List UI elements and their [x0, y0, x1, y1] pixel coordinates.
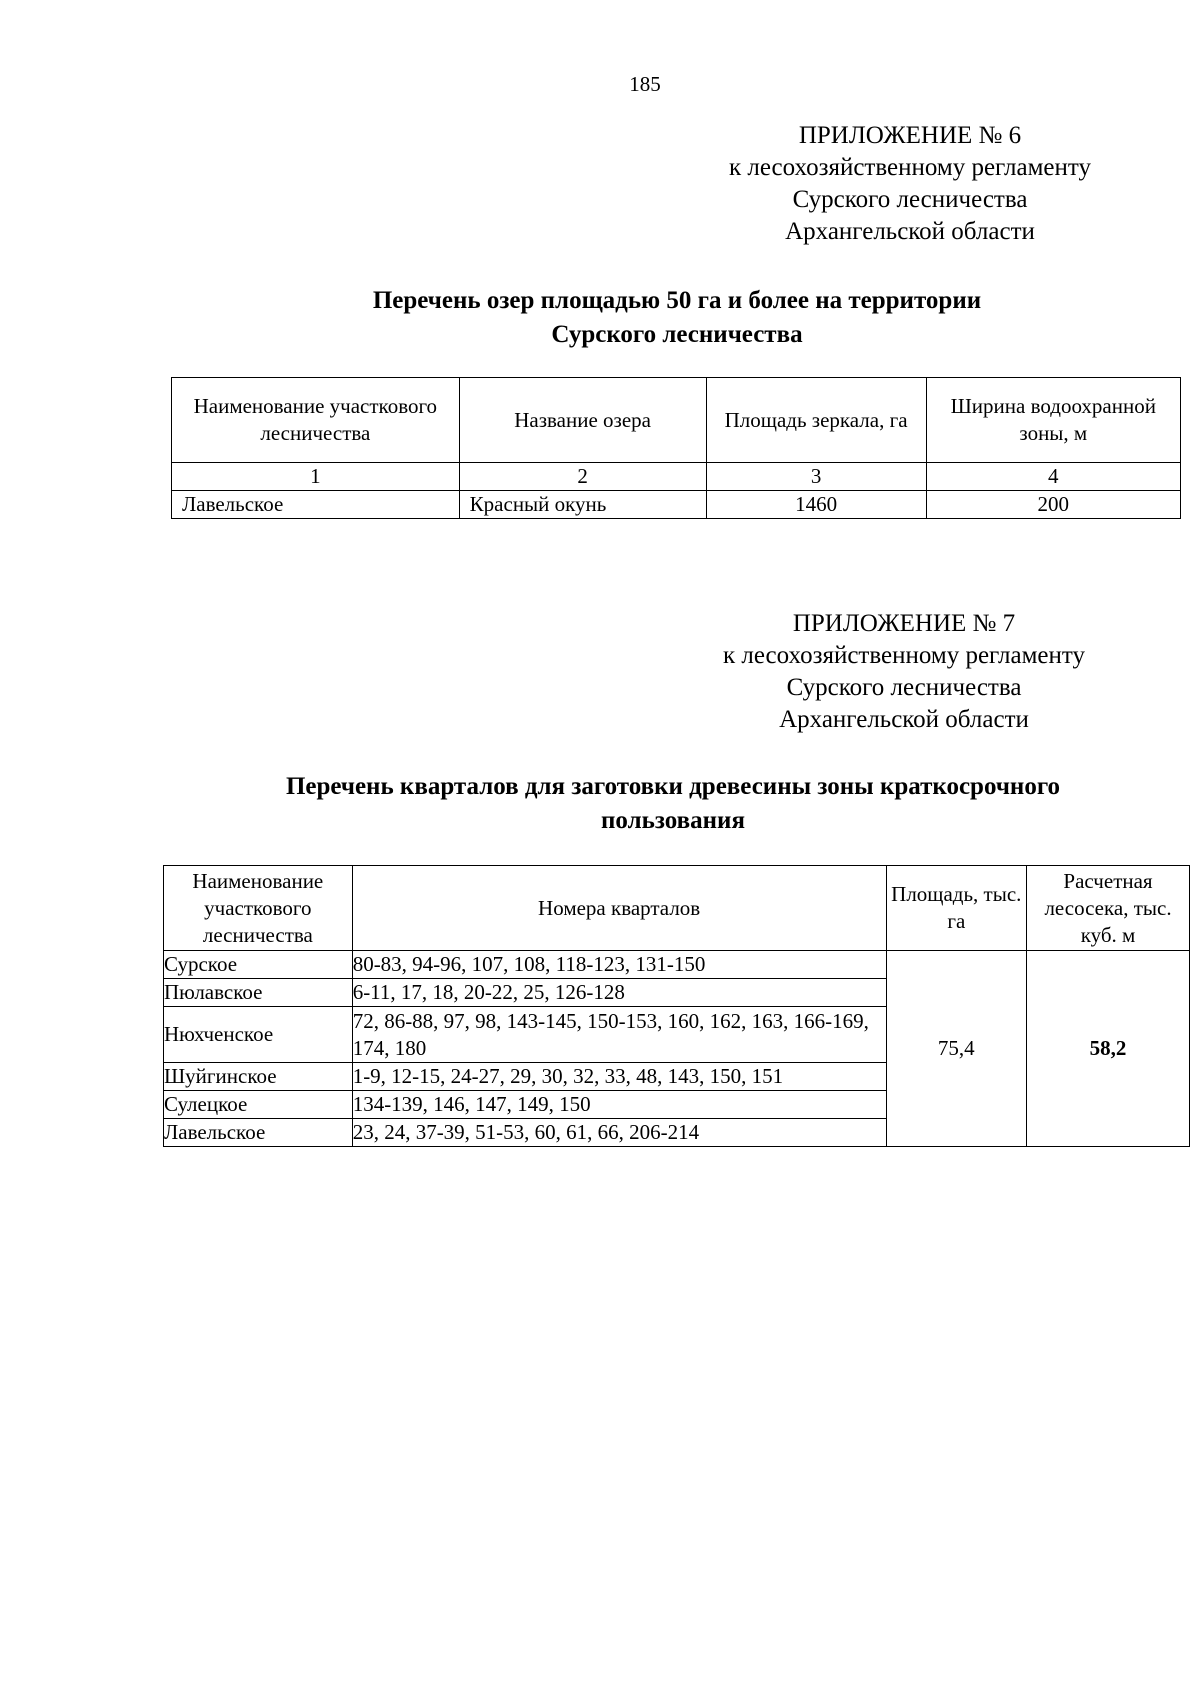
appendix-6-heading: ПРИЛОЖЕНИЕ № 6	[798, 122, 1022, 149]
forestry-cell: Шуйгинское	[164, 1063, 353, 1091]
table-row	[164, 951, 1190, 979]
appendix-6-line3: Архангельской области	[785, 218, 1035, 245]
forestry-cell: Пюлавское	[164, 979, 353, 1007]
block-numbers-cell: 72, 86-88, 97, 98, 143-145, 150-153, 160, 162, 163, 166-169, 174, 180	[352, 1007, 886, 1063]
block-numbers-cell: 1-9, 12-15, 24-27, 29, 30, 32, 33, 48, 143, 150, 151	[352, 1063, 886, 1091]
blocks-header-area: Площадь, тыс. га	[886, 866, 1026, 951]
lake-area-cell: 1460	[706, 491, 926, 519]
appendix-6-title-line2: Сурского лесничества	[551, 321, 803, 348]
table-row	[172, 491, 1181, 519]
blocks-header-forestry: Наименование участкового лесничества	[164, 866, 353, 951]
blocks-header-cut: Расчетная лесосека, тыс. куб. м	[1027, 866, 1190, 951]
appendix-7-heading: ПРИЛОЖЕНИЕ № 7	[792, 610, 1016, 637]
appendix-6-title	[172, 284, 1182, 352]
col-number: 3	[706, 463, 926, 491]
block-numbers-cell: 134-139, 146, 147, 149, 150	[352, 1091, 886, 1119]
appendix-7-line3: Архангельской области	[779, 706, 1029, 733]
appendix-7-title	[163, 770, 1183, 838]
forestry-cell: Сурское	[164, 951, 353, 979]
lake-name-cell: Красный окунь	[459, 491, 706, 519]
appendix-6-line2: Сурского лесничества	[792, 186, 1028, 213]
appendix-7-line2: Сурского лесничества	[786, 674, 1022, 701]
lakes-header-zone: Ширина водоохранной зоны, м	[926, 378, 1180, 463]
appendix-7-line1: к лесохозяйственному регламенту	[722, 642, 1086, 669]
blocks-table-header-row	[164, 866, 1190, 951]
lakes-header-area: Площадь зеркала, га	[706, 378, 926, 463]
forestry-cell: Лавельское	[164, 1119, 353, 1147]
zone-width-cell: 200	[926, 491, 1180, 519]
forestry-cell: Нюхченское	[164, 1007, 353, 1063]
appendix-7-header	[684, 608, 1124, 736]
lakes-table	[171, 377, 1181, 519]
lakes-table-header-row	[172, 378, 1181, 463]
col-number: 4	[926, 463, 1180, 491]
col-number: 2	[459, 463, 706, 491]
appendix-6-title-line1: Перечень озер площадью 50 га и более на территории	[372, 287, 982, 314]
area-total-cell: 75,4	[886, 951, 1026, 1147]
blocks-header-numbers: Номера кварталов	[352, 866, 886, 951]
lakes-header-forestry: Наименование участкового лесничества	[172, 378, 460, 463]
block-numbers-cell: 80-83, 94-96, 107, 108, 118-123, 131-150	[352, 951, 886, 979]
col-number: 1	[172, 463, 460, 491]
lakes-table-number-row	[172, 463, 1181, 491]
forestry-cell: Сулецкое	[164, 1091, 353, 1119]
allowable-cut-cell: 58,2	[1027, 951, 1190, 1147]
blocks-table	[163, 865, 1190, 1147]
appendix-7-title-line1: Перечень кварталов для заготовки древесины зоны краткосрочного	[285, 773, 1061, 800]
lakes-header-lake: Название озера	[459, 378, 706, 463]
page-number: 185	[629, 72, 661, 96]
forestry-cell: Лавельское	[172, 491, 460, 519]
appendix-7-title-line2: пользования	[601, 807, 745, 834]
block-numbers-cell: 23, 24, 37-39, 51-53, 60, 61, 66, 206-214	[352, 1119, 886, 1147]
appendix-6-header	[690, 120, 1130, 248]
appendix-6-line1: к лесохозяйственному регламенту	[728, 154, 1092, 181]
block-numbers-cell: 6-11, 17, 18, 20-22, 25, 126-128	[352, 979, 886, 1007]
